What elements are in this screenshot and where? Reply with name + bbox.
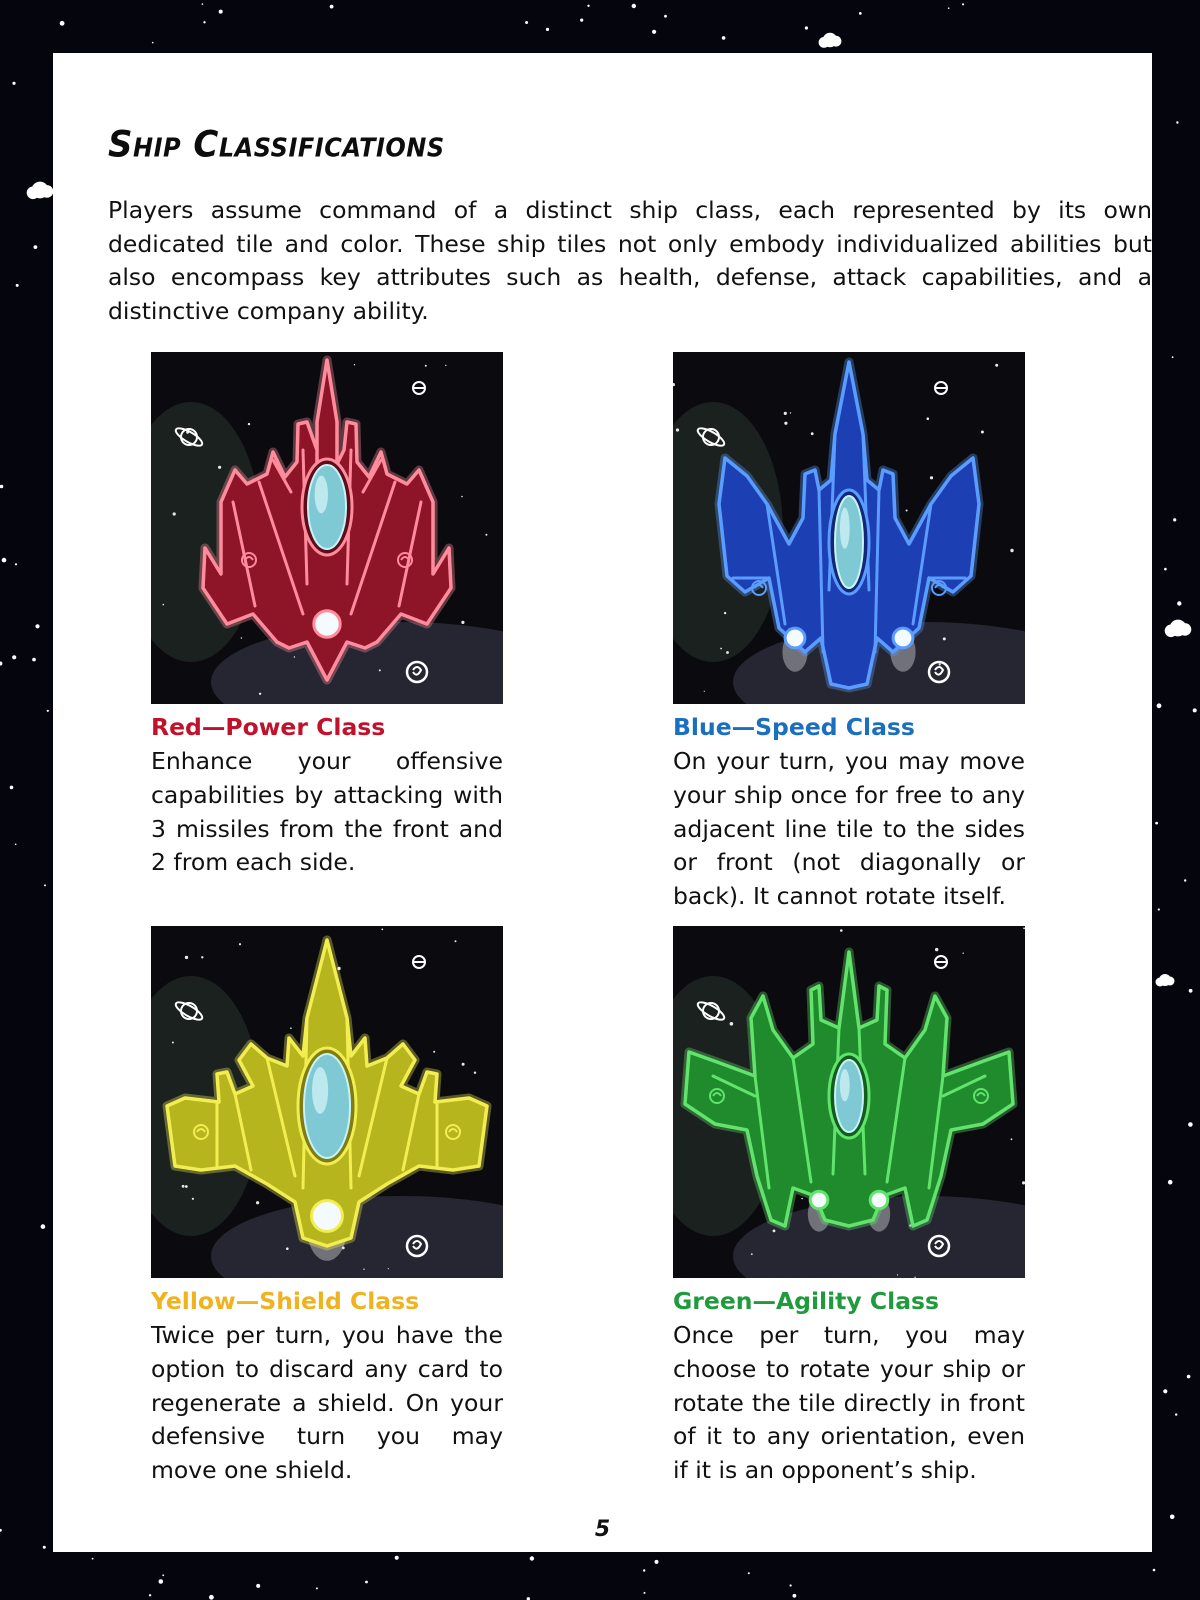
star [1172,356,1174,358]
star [256,1584,260,1588]
star [35,624,39,628]
star [60,21,65,26]
tile-star [173,512,176,515]
tile-star [720,648,722,650]
ship-card-red [151,352,503,880]
star [2,558,7,563]
ship-class-title: Blue—Speed Class [673,713,915,741]
yellow-ship-illustration [151,926,503,1278]
tile-star [485,534,487,536]
star [587,5,589,7]
tile-star [461,621,464,624]
star [1175,1413,1177,1415]
star [395,1556,399,1560]
cockpit-glass [304,1054,350,1158]
tile-star [455,940,457,942]
tile-star [939,663,941,665]
tile-star [462,1063,465,1066]
star [1158,908,1160,910]
star [152,42,154,44]
star [330,5,334,9]
star [1173,518,1176,521]
tile-star [425,365,427,367]
tile-star [294,656,295,657]
tile-star [930,476,933,479]
star [790,1584,792,1586]
page-number: 5 [594,1517,611,1542]
star [0,1529,2,1532]
star [159,1579,164,1584]
tile-star [445,365,446,366]
tile-star [433,1051,435,1053]
star [0,485,3,489]
star [43,1546,46,1549]
ship-class-description: On your turn, you may move your ship once for free to any adjacent line tile to the sides or front (not diagonally or back). It cannot rotate itself. [673,747,1025,911]
tile-star [726,651,729,654]
tile-star [256,1201,259,1204]
ship-card-yellow [151,926,503,1488]
star [664,15,667,18]
engine-thruster [893,628,913,648]
red-ship-illustration [151,352,503,704]
star [1184,879,1186,881]
star [1163,1389,1167,1393]
star [948,7,950,9]
tile-star [1011,1138,1013,1140]
star-cluster [819,33,842,48]
star [748,1572,750,1574]
tile-star [784,422,787,425]
cockpit-glass [835,1060,863,1132]
page-title: Ship Classifications [108,123,445,167]
cockpit-glass [835,496,863,588]
star [1187,1375,1191,1379]
star [15,563,17,565]
star [44,884,46,886]
star [1193,708,1197,712]
star [92,1558,94,1560]
star [525,21,528,24]
star [580,19,583,22]
tile-star [914,1277,915,1278]
star-cluster [1156,974,1175,987]
ship-card-blue [673,352,1025,914]
tile-star [963,953,964,954]
star [12,82,15,85]
tile-star [354,364,355,365]
tile-star [239,943,241,945]
ship-class-title: Green—Agility Class [673,1287,940,1315]
star [365,1581,368,1584]
tile-star [995,364,998,367]
tile-star [730,1022,734,1026]
cockpit-highlight [840,1069,850,1101]
star [546,28,549,31]
cockpit-highlight [840,508,850,549]
tile-star [185,1185,188,1188]
tile-star [461,496,463,498]
engine-thruster [870,1191,888,1209]
engine-thruster [785,628,805,648]
star [209,1595,214,1600]
tile-star [981,431,984,434]
tile-star [1023,927,1025,929]
ship-class-description: Enhance your offensive capabilities by attacking with 3 missiles from the front and 2 from each side. [151,747,503,877]
tile-star [381,929,383,931]
tile-star [724,612,726,614]
tile-star [773,1230,776,1233]
tile-star [163,604,165,606]
engine-thruster [810,1191,828,1209]
tile-star [935,948,938,951]
tile-star [248,423,250,425]
engine-thruster [314,611,340,637]
green-ship-illustration [673,926,1025,1278]
star [1188,1122,1193,1127]
cockpit-highlight [312,1067,328,1114]
star [219,10,223,14]
tile-star [790,412,791,413]
tile-star [192,1198,194,1200]
star [1153,1569,1156,1572]
tile-star [182,1185,185,1188]
star [10,786,14,790]
ship-card-green [673,926,1025,1488]
tile-star [751,1253,753,1255]
star [202,3,204,5]
engine-thruster [312,1201,343,1232]
star [34,245,38,249]
star-cluster [1165,620,1192,638]
tile-star [241,637,242,638]
star [644,1592,646,1594]
star [722,36,726,40]
tile-star [906,510,908,512]
tile-star [840,929,843,932]
star [1155,822,1158,825]
star [1157,703,1162,708]
star [32,658,36,662]
tile-star [811,432,814,435]
star-cluster [27,182,54,200]
star [859,12,862,15]
tile-star [1010,549,1013,552]
star [162,1574,164,1576]
star [1176,121,1178,123]
tile-star [676,428,679,431]
cockpit-glass [308,465,346,549]
tile-star [379,669,381,671]
tile-star [784,412,787,415]
star [530,1556,534,1560]
tile-star [363,1269,364,1270]
rulebook-page [53,53,1152,1552]
star [1189,989,1193,993]
tile-star [801,1198,803,1200]
blue-ship-illustration [673,352,1025,704]
star [41,1224,46,1229]
cockpit-highlight [315,476,328,514]
tile-star [185,956,188,959]
tile-star [259,693,261,695]
tile-star [927,417,930,420]
tile-star [897,1274,898,1275]
tile-star [290,1027,292,1029]
star [1168,1180,1173,1185]
tile-star [172,1042,174,1044]
star [16,284,19,287]
ship-class-title: Yellow—Shield Class [151,1287,420,1315]
tile-star [943,637,946,640]
ship-class-description: Twice per turn, you have the option to discard any card to regenerate a shield. On your defensive turn you may move one shield. [151,1321,503,1485]
tile-star [704,691,705,692]
intro-paragraph: Players assume command of a distinct ship class, each represented by its own dedicated tile and color. These ship tiles not only embody individualized abilities but also encompass key attributes such as health, defense, attack capabilities, and a distinctive company ability. [108,196,1152,326]
star [47,710,49,712]
tile-star [388,1268,389,1269]
star [793,1594,797,1598]
star [643,1569,645,1571]
tile-star [474,1072,476,1074]
ship-class-title: Red—Power Class [151,713,386,741]
star [652,30,656,34]
tile-star [201,956,203,958]
star [805,26,808,29]
star [316,1587,318,1589]
star [0,662,2,666]
star [1177,601,1181,605]
tile-star [218,466,221,469]
star [12,655,16,659]
star [632,4,636,8]
star [962,3,964,5]
ship-class-description: Once per turn, you may choose to rotate your ship or rotate the tile directly in front of it to any orientation, even if it is an opponent’s ship. [673,1321,1025,1485]
star [1164,568,1167,571]
tile-star [286,1247,289,1250]
star [655,1560,659,1564]
star [15,844,17,846]
star [1170,1515,1175,1520]
star [203,21,205,23]
star [149,1594,151,1596]
